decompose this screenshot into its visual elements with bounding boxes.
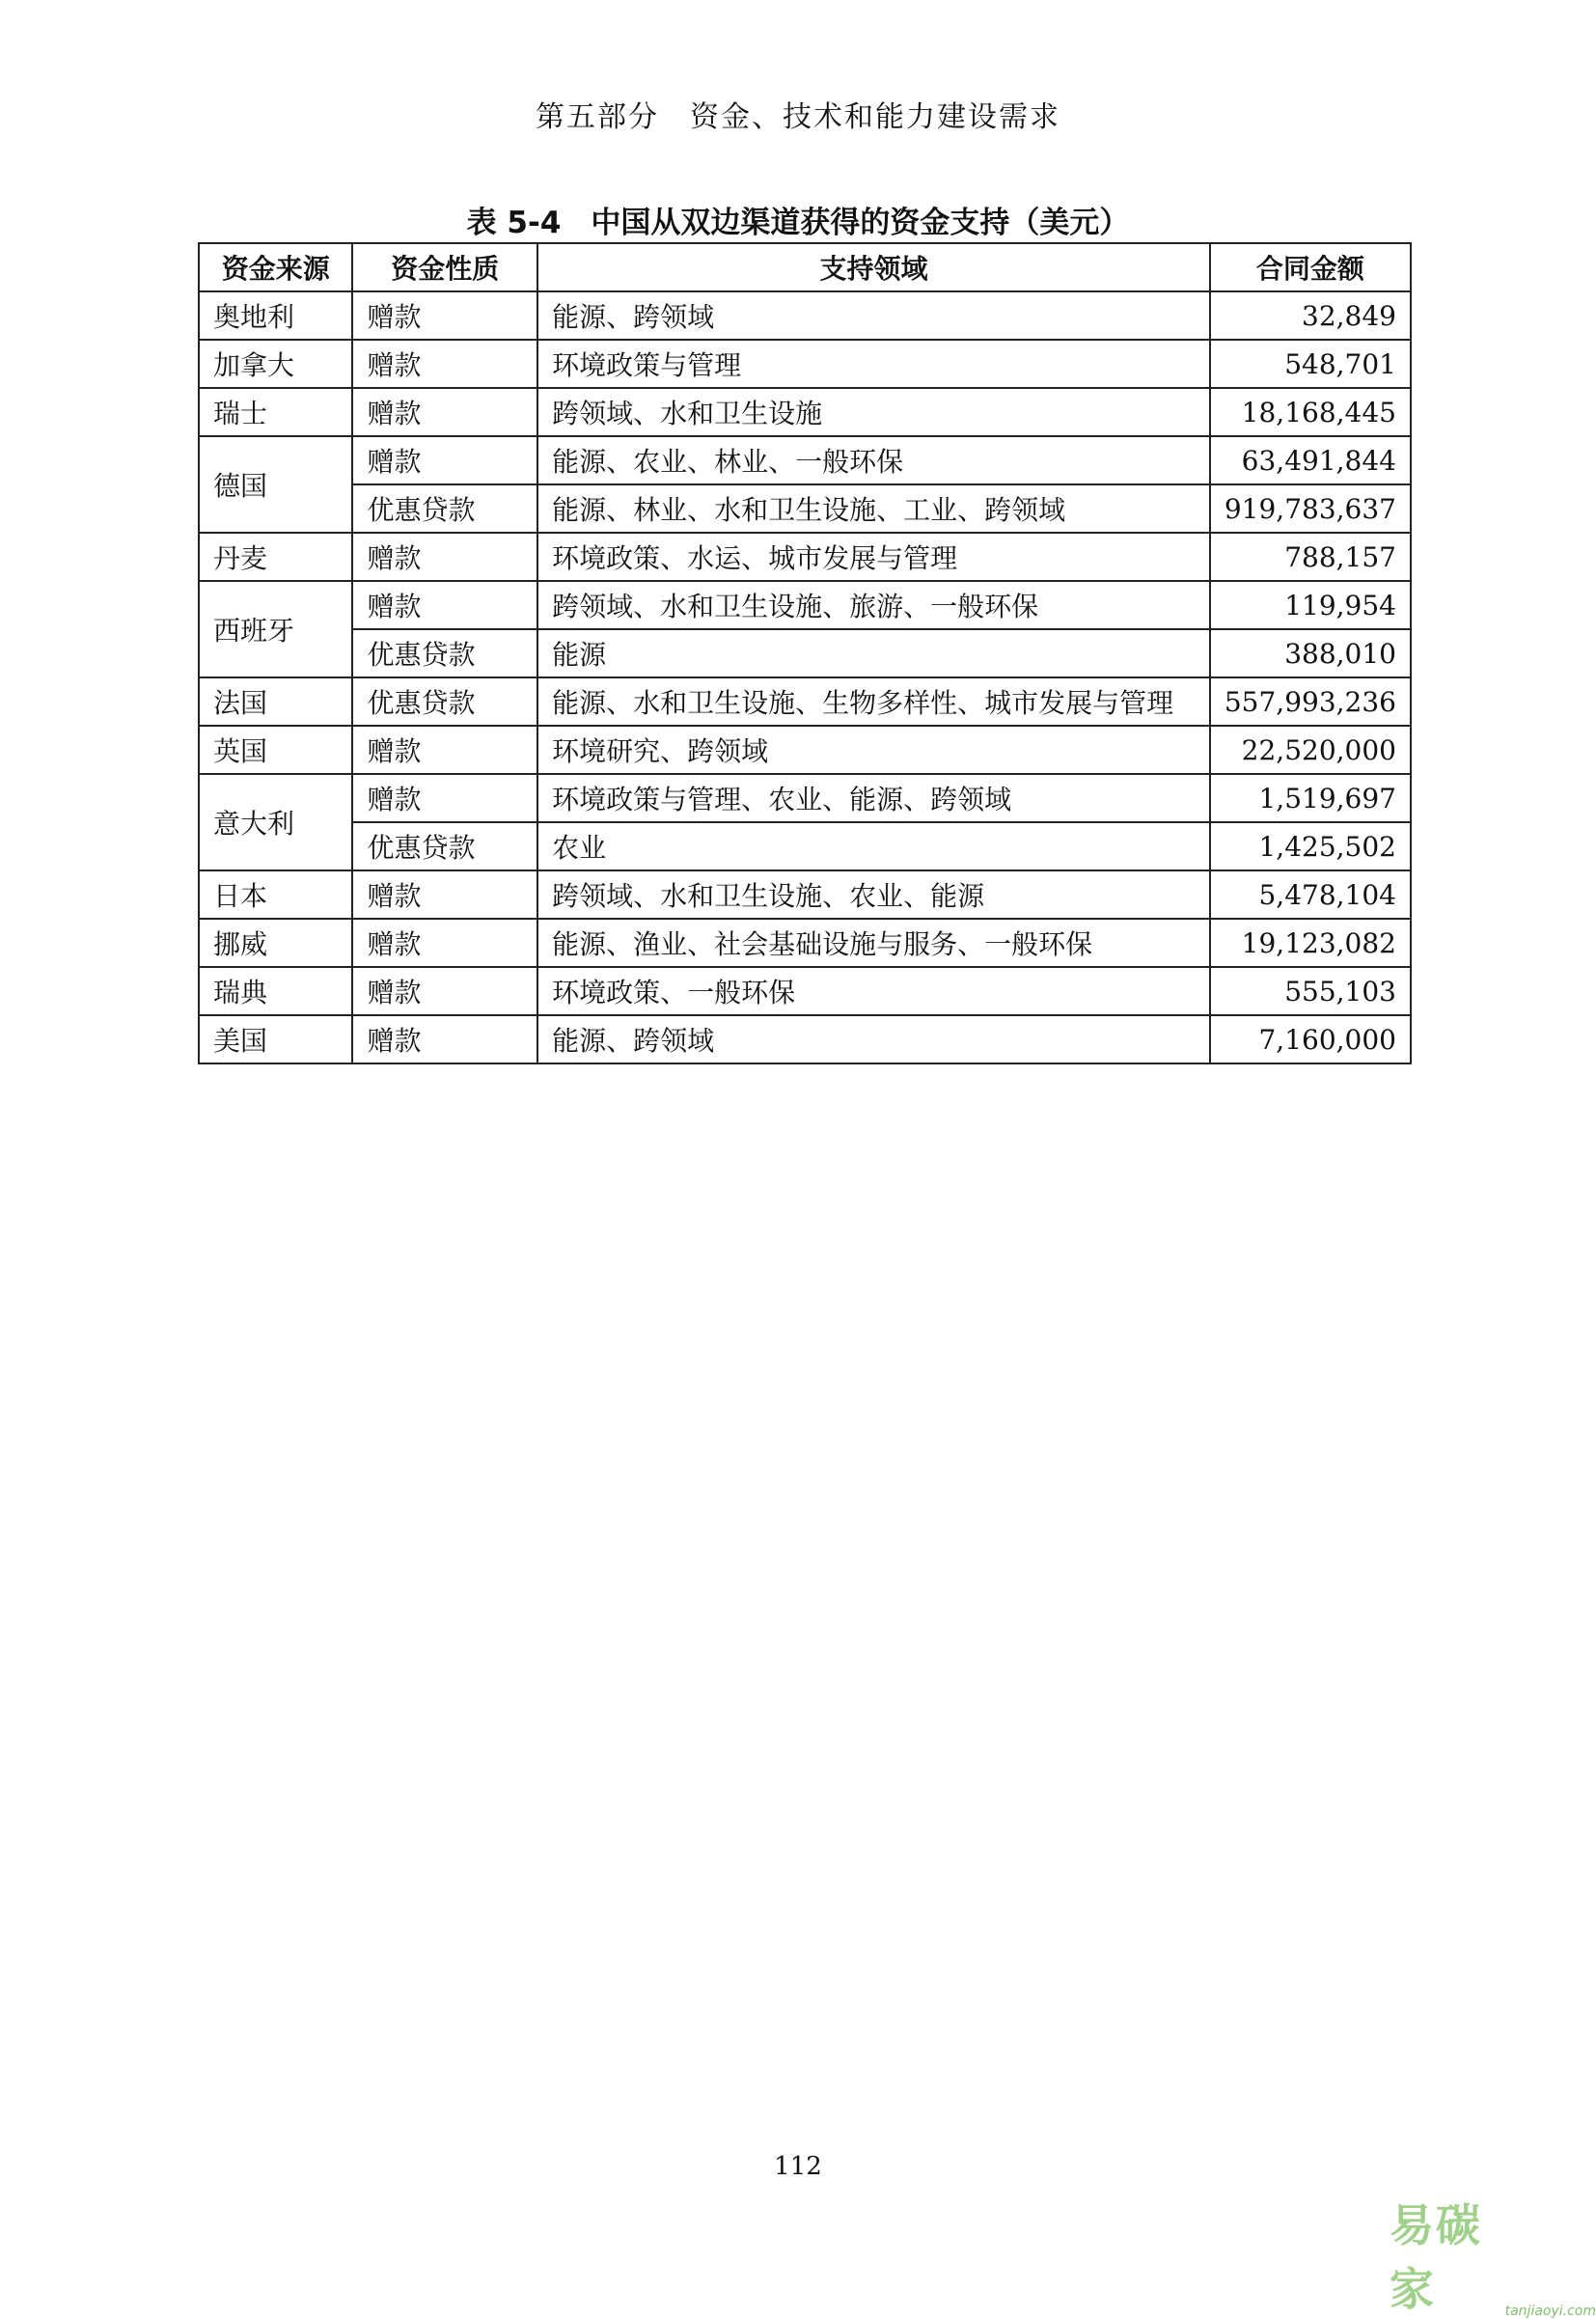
cell-area: 环境政策、一般环保 [537,967,1210,1015]
cell-amount: 1,519,697 [1210,774,1411,822]
table-row [199,388,1411,436]
cell-source: 挪威 [199,919,352,967]
cell-area: 能源、跨领域 [537,291,1210,340]
cell-amount: 22,520,000 [1210,726,1411,774]
table-row [199,919,1411,967]
cell-type: 优惠贷款 [352,484,537,533]
table-row [199,629,1411,677]
cell-source: 英国 [199,726,352,774]
table-row [199,533,1411,581]
cell-area: 环境政策与管理、农业、能源、跨领域 [537,774,1210,822]
cell-area: 能源 [537,629,1210,677]
cell-amount: 18,168,445 [1210,388,1411,436]
table-row [199,484,1411,533]
cell-source: 瑞典 [199,967,352,1015]
cell-area: 能源、林业、水和卫生设施、工业、跨领域 [537,484,1210,533]
cell-area: 跨领域、水和卫生设施、农业、能源 [537,870,1210,919]
cell-type: 赠款 [352,726,537,774]
table-row [199,436,1411,484]
cell-type: 优惠贷款 [352,677,537,726]
table-header-row [199,243,1411,291]
cell-amount: 7,160,000 [1210,1015,1411,1063]
cell-amount: 388,010 [1210,629,1411,677]
cell-type: 赠款 [352,967,537,1015]
cell-amount: 63,491,844 [1210,436,1411,484]
table-row [199,870,1411,919]
cell-type: 赠款 [352,388,537,436]
page-header: 第五部分 资金、技术和能力建设需求 [536,100,1060,134]
cell-source: 日本 [199,870,352,919]
cell-amount: 788,157 [1210,533,1411,581]
table-row [199,822,1411,870]
cell-type: 赠款 [352,581,537,629]
watermark-logo [1390,2191,1596,2318]
cell-source: 德国 [199,436,352,533]
cell-source: 加拿大 [199,340,352,388]
table-row [199,291,1411,340]
page-number: 112 [774,2152,822,2181]
cell-type: 赠款 [352,436,537,484]
table-row [199,677,1411,726]
cell-area: 能源、渔业、社会基础设施与服务、一般环保 [537,919,1210,967]
cell-source: 意大利 [199,774,352,870]
cell-source: 法国 [199,677,352,726]
watermark-text: 易碳家 [1390,2199,1482,2315]
cell-amount: 548,701 [1210,340,1411,388]
table-row [199,967,1411,1015]
cell-source: 奥地利 [199,291,352,340]
cell-type: 优惠贷款 [352,822,537,870]
cell-area: 能源、农业、林业、一般环保 [537,436,1210,484]
funding-table [198,242,1412,1064]
cell-area: 跨领域、水和卫生设施 [537,388,1210,436]
cell-amount: 919,783,637 [1210,484,1411,533]
table-row [199,774,1411,822]
cell-amount: 557,993,236 [1210,677,1411,726]
cell-source: 丹麦 [199,533,352,581]
cell-area: 能源、跨领域 [537,1015,1210,1063]
cell-amount: 1,425,502 [1210,822,1411,870]
cell-type: 优惠贷款 [352,629,537,677]
cell-type: 赠款 [352,919,537,967]
cell-type: 赠款 [352,1015,537,1063]
cell-area: 环境研究、跨领域 [537,726,1210,774]
cell-amount: 119,954 [1210,581,1411,629]
cell-area: 跨领域、水和卫生设施、旅游、一般环保 [537,581,1210,629]
cell-area: 环境政策与管理 [537,340,1210,388]
cell-source: 美国 [199,1015,352,1063]
table-title: 表 5-4 中国从双边渠道获得的资金支持（美元） [466,206,1130,240]
table-body [199,291,1411,1063]
cell-source: 西班牙 [199,581,352,677]
table-row [199,726,1411,774]
cell-type: 赠款 [352,291,537,340]
watermark-domain: tanjiaoyi.com [1504,2304,1596,2319]
cell-area: 能源、水和卫生设施、生物多样性、城市发展与管理 [537,677,1210,726]
cell-area: 农业 [537,822,1210,870]
cell-type: 赠款 [352,533,537,581]
cell-source: 瑞士 [199,388,352,436]
cell-amount: 32,849 [1210,291,1411,340]
column-header-type: 资金性质 [352,243,537,291]
cell-type: 赠款 [352,340,537,388]
cell-amount: 5,478,104 [1210,870,1411,919]
cell-amount: 19,123,082 [1210,919,1411,967]
column-header-area: 支持领域 [537,243,1210,291]
cell-amount: 555,103 [1210,967,1411,1015]
cell-area: 环境政策、水运、城市发展与管理 [537,533,1210,581]
table-row [199,581,1411,629]
table-row [199,1015,1411,1063]
cell-type: 赠款 [352,774,537,822]
table-row [199,340,1411,388]
column-header-amount: 合同金额 [1210,243,1411,291]
cell-type: 赠款 [352,870,537,919]
column-header-source: 资金来源 [199,243,352,291]
